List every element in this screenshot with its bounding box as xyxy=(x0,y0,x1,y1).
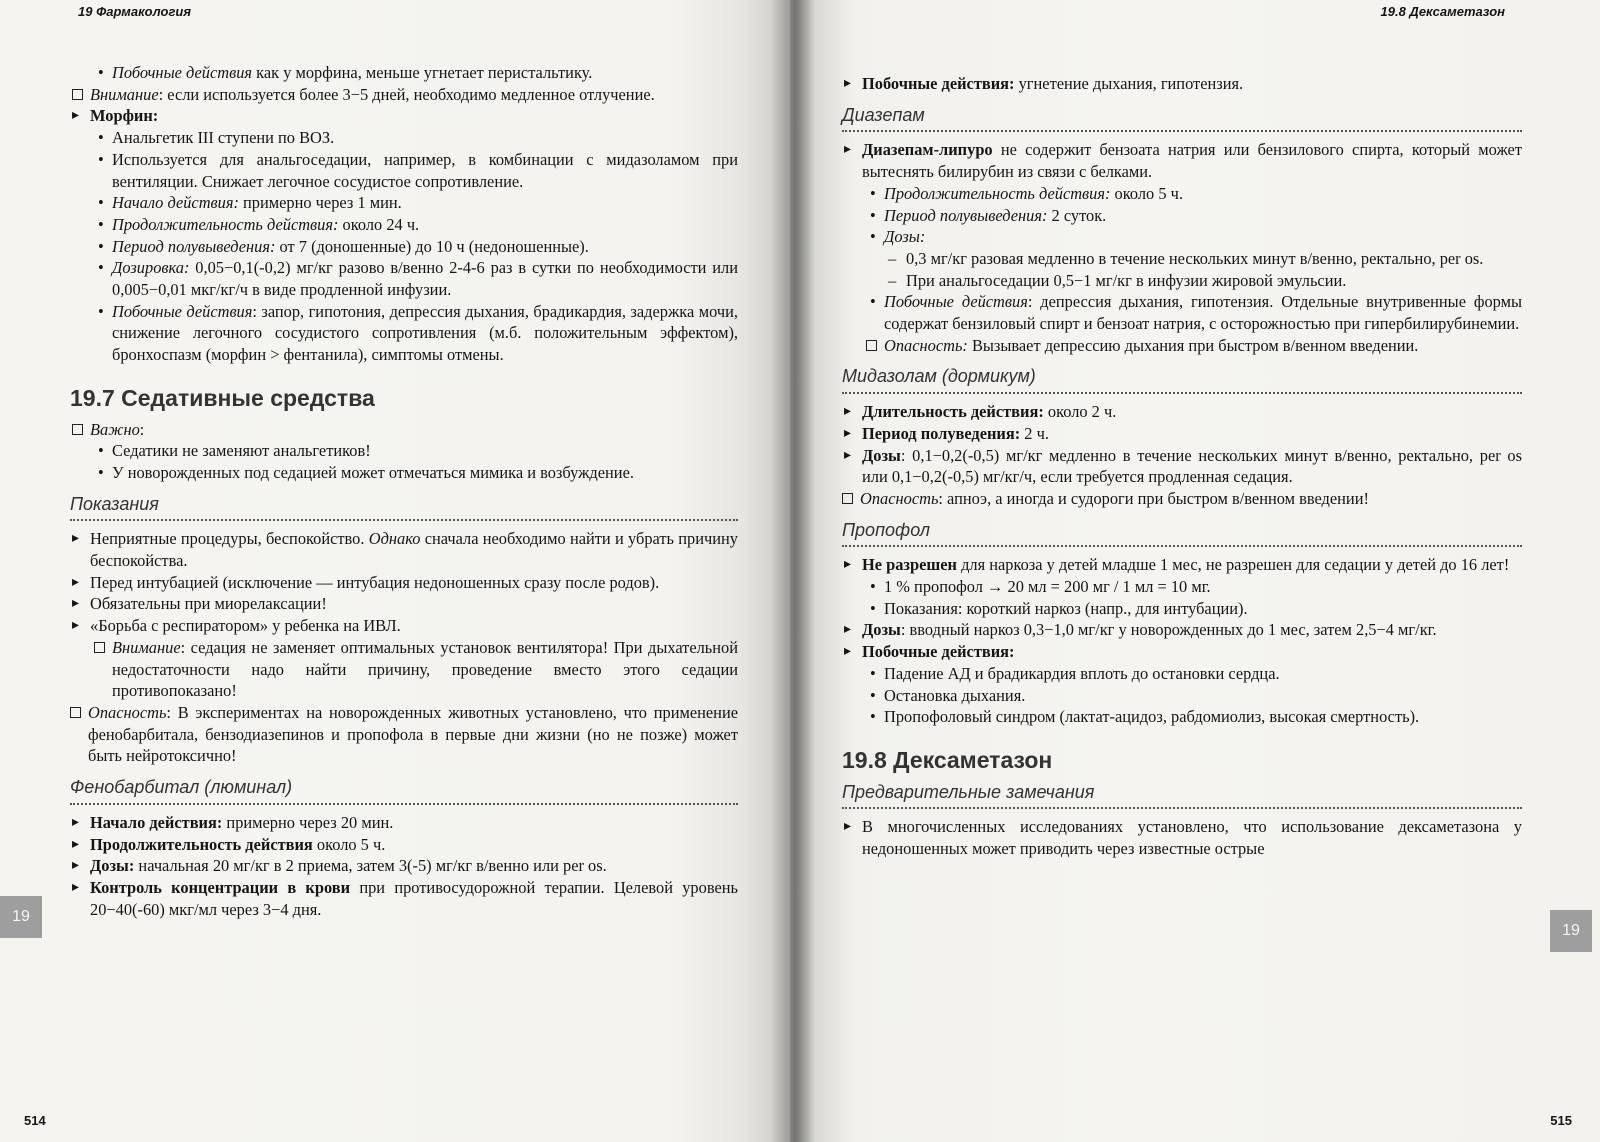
item-text: Обязательны при миорелаксации! xyxy=(90,594,327,614)
right-text-column xyxy=(842,73,1522,860)
list-item xyxy=(842,576,1522,598)
note-box-icon xyxy=(72,424,83,435)
italic-term: Опасность xyxy=(860,488,939,508)
list-item xyxy=(70,127,738,149)
item-text: около 2 ч. xyxy=(1043,402,1117,422)
bold-term: Дозы xyxy=(862,620,901,640)
running-head: 19.8 Дексаметазон xyxy=(1380,4,1505,19)
list-item xyxy=(70,462,738,484)
italic-term: Побочные действия xyxy=(112,301,253,321)
item-text: Вызывает депрессию дыхания при быстром в/венном введении. xyxy=(967,335,1419,355)
bold-term: Длительность действия: xyxy=(862,402,1044,422)
list-item xyxy=(842,270,1522,292)
item-text: около 5 ч. xyxy=(312,834,386,854)
important-block xyxy=(70,419,738,484)
list-item xyxy=(842,554,1522,576)
item-text: 1 % пропофол → 20 мл = 200 мг / 1 мл = 10 мг. xyxy=(884,577,1211,597)
bold-term: Начало действия: xyxy=(90,812,223,832)
item-text: 0,05−0,1(-0,2) мг/кг разово в/венно 2-4-6 раз в сутки по необходимости или 0,005−0,01 мкг/кг/ч в виде продленной инфузии. xyxy=(112,258,738,300)
item-text: около 5 ч. xyxy=(1110,183,1183,203)
italic-term: Продолжительность действия: xyxy=(112,214,339,234)
bold-term: Период полуведения: xyxy=(862,423,1021,443)
midazolam-list xyxy=(842,401,1522,510)
note-item xyxy=(842,488,1522,510)
chapter-tab: 19 xyxy=(0,896,42,938)
list-item xyxy=(842,641,1522,663)
note-item xyxy=(70,637,738,702)
item-text: Седатики не заменяют анальгетиков! xyxy=(112,441,371,461)
page-number: 514 xyxy=(24,1113,46,1128)
book-spine-shadow xyxy=(770,0,815,1142)
preliminary-list xyxy=(842,816,1522,859)
item-text: : депрессия дыхания, гипотензия. Отдельные внутривенные формы содержат бензиловый спирт и бензоат натрия, с осторожностью при гипербилирубинемии. xyxy=(884,292,1523,334)
item-text: сначала необходимо найти и убрать причину беспокойства. xyxy=(90,529,738,571)
bold-term: Морфин: xyxy=(90,106,159,126)
list-item xyxy=(70,440,738,462)
list-item xyxy=(70,149,738,192)
italic-term: Однако xyxy=(368,529,421,549)
list-item xyxy=(842,248,1522,270)
subheading-indications: Показания xyxy=(70,494,738,522)
list-item xyxy=(842,73,1522,95)
item-text: : 0,1−0,2(-0,5) мг/кг медленно в течение нескольких минут в/венно, ректально, per os или 0,1−0,2(-0,5) мг/кг/ч, если требуется продленная седация. xyxy=(862,445,1522,487)
bold-term: Побочные действия: xyxy=(862,74,1015,93)
list-item xyxy=(70,301,738,366)
item-text: : В экспериментах на новорожденных животных установлено, что применение фенобарбитала, бензодиазепинов и пропофола в первые дни жизни (но не позже) может быть нейротоксично! xyxy=(88,702,738,766)
side-effects-block xyxy=(842,73,1522,95)
note-item xyxy=(70,84,738,106)
list-item xyxy=(842,226,1522,248)
item-text: Используется для анальгоседации, например, в комбинации с мидазоламом при вентиляции. Снижает легочное сосудистое сопротивление. xyxy=(112,149,738,191)
diazepam-list xyxy=(842,139,1522,356)
list-item xyxy=(70,105,738,127)
item-text: : седация не заменяет оптимальных установок вентилятора! При дыхательной недостаточности надо найти причину, проведение вместо этого седации противопоказано! xyxy=(112,637,738,701)
item-text: для наркоза у детей младше 1 мес, не разрешен для седации у детей до 16 лет! xyxy=(956,555,1510,575)
item-text: У новорожденных под седацией может отмечаться мимика и возбуждение. xyxy=(112,462,634,482)
item-text: Показания: короткий наркоз (напр., для интубации). xyxy=(884,598,1248,618)
list-item xyxy=(842,445,1522,488)
bold-term: Дозы: xyxy=(90,856,135,876)
list-item xyxy=(70,812,738,834)
item-text: Остановка дыхания. xyxy=(884,685,1026,705)
item-text: : апноэ, а иногда и судороги при быстром в/венном введении! xyxy=(938,488,1369,508)
item-text: : вводный наркоз 0,3−1,0 мг/кг у новорожденных до 1 мес, затем 2,5−4 мг/кг. xyxy=(900,620,1437,640)
running-head: 19 Фармакология xyxy=(78,4,191,19)
list-item xyxy=(842,291,1522,334)
item-text: примерно через 20 мин. xyxy=(222,812,394,832)
bold-term: Не разрешен xyxy=(862,555,957,575)
item-text: как у морфина, меньше угнетает перистальтику. xyxy=(252,63,593,82)
item-text: примерно через 1 мин. xyxy=(238,193,402,213)
item-text: от 7 (доношенные) до 10 ч (недоношенные). xyxy=(275,236,589,256)
indications-list xyxy=(70,528,738,767)
italic-term: Начало действия: xyxy=(112,193,239,213)
item-text: при противосудорожной терапии. Целевой уровень 20−40(-60) мкг/мл через 3−4 дня. xyxy=(90,877,738,919)
item-text: около 24 ч. xyxy=(338,214,420,234)
section-title-sedatives: 19.7 Седативные средства xyxy=(70,384,375,411)
italic-term: Опасность xyxy=(88,702,167,722)
list-item xyxy=(842,816,1522,859)
item-text: При анальгоседации 0,5−1 мг/кг в инфузии жировой эмульсии. xyxy=(906,270,1347,290)
italic-term: Важно xyxy=(90,419,140,439)
note-item xyxy=(70,419,738,441)
item-text: угнетение дыхания, гипотензия. xyxy=(1014,74,1244,93)
note-box-icon xyxy=(94,642,105,653)
item-text: 2 ч. xyxy=(1020,423,1049,443)
phenobarbital-list xyxy=(70,812,738,921)
italic-term: Продолжительность действия: xyxy=(884,183,1111,203)
page-number: 515 xyxy=(1550,1113,1572,1128)
list-item xyxy=(70,855,738,877)
list-item xyxy=(842,205,1522,227)
list-item xyxy=(70,257,738,300)
list-item xyxy=(70,236,738,258)
subheading-propofol: Пропофол xyxy=(842,520,1522,548)
bold-term: Диазепам-липуро xyxy=(862,140,993,160)
item-text: «Борьба с респиратором» у ребенка на ИВЛ. xyxy=(90,616,401,636)
list-item xyxy=(70,877,738,920)
list-item xyxy=(70,615,738,637)
italic-term: Дозы: xyxy=(884,227,926,247)
list-item xyxy=(70,572,738,594)
item-text: Перед интубацией (исключение — интубация недоношенных сразу после родов). xyxy=(90,572,660,592)
item-text: Анальгетик III ступени по ВОЗ. xyxy=(112,128,335,148)
subheading-preliminary: Предварительные замечания xyxy=(842,782,1522,810)
note-box-icon xyxy=(72,89,83,100)
subheading-diazepam: Диазепам xyxy=(842,105,1522,133)
italic-term: Внимание xyxy=(90,84,159,104)
list-item xyxy=(842,139,1522,182)
morphine-block xyxy=(70,62,738,366)
bold-term: Дозы xyxy=(862,445,901,465)
bold-term: Продолжительность действия xyxy=(90,834,313,854)
left-text-column xyxy=(70,62,738,920)
note-box-icon xyxy=(842,493,853,504)
list-item xyxy=(70,528,738,571)
item-text: : запор, гипотония, депрессия дыхания, брадикардия, задержка мочи, снижение легочного сосудистого сопротивления (м.б. положительным эффектом), бронхоспазм (морфин > фентанила), симптомы отмены. xyxy=(112,301,738,365)
note-box-icon xyxy=(866,340,877,351)
italic-term: Побочные действия xyxy=(112,63,253,82)
subheading-phenobarbital: Фенобарбитал (люминал) xyxy=(70,777,738,805)
item-text: : xyxy=(139,419,145,439)
italic-term: Опасность: xyxy=(884,335,968,355)
item-text: не содержит бензоата натрия или бензилового спирта, который может вытеснять билирубин из связи с белками. xyxy=(862,140,1522,182)
italic-term: Внимание xyxy=(112,637,181,657)
list-item xyxy=(70,214,738,236)
list-item xyxy=(842,685,1522,707)
list-item xyxy=(842,663,1522,685)
list-item xyxy=(70,593,738,615)
italic-term: Период полувыведения: xyxy=(112,236,276,256)
item-text: 0,3 мг/кг разовая медленно в течение нескольких минут в/венно, ректально, per os. xyxy=(906,248,1484,268)
item-text: Неприятные процедуры, беспокойство. xyxy=(90,529,369,549)
bold-term: Контроль концентрации в крови xyxy=(90,877,351,897)
left-page xyxy=(0,0,790,1142)
item-text: Падение АД и брадикардия вплоть до остановки сердца. xyxy=(884,663,1280,683)
list-item xyxy=(70,62,738,84)
section-title-dexamethasone: 19.8 Дексаметазон xyxy=(842,746,1053,773)
item-text: Пропофоловый синдром (лактат-ацидоз, рабдомиолиз, высокая смертность). xyxy=(884,707,1420,727)
note-item xyxy=(842,335,1522,357)
note-box-icon xyxy=(70,707,81,718)
right-page xyxy=(790,0,1600,1142)
note-item xyxy=(70,702,738,767)
item-text: : если используется более 3−5 дней, необходимо медленное отлучение. xyxy=(158,84,655,104)
propofol-list xyxy=(842,554,1522,728)
italic-term: Побочные действия xyxy=(884,292,1028,312)
list-item xyxy=(842,598,1522,620)
italic-term: Дозировка: xyxy=(112,258,190,278)
italic-term: Период полувыведения: xyxy=(884,205,1048,225)
list-item xyxy=(842,401,1522,423)
chapter-tab: 19 xyxy=(1550,910,1592,952)
list-item xyxy=(842,423,1522,445)
list-item xyxy=(842,183,1522,205)
item-text: 2 суток. xyxy=(1047,205,1107,225)
list-item xyxy=(70,834,738,856)
list-item xyxy=(70,192,738,214)
list-item xyxy=(842,619,1522,641)
subheading-midazolam: Мидазолам (дормикум) xyxy=(842,366,1522,394)
bold-term: Побочные действия: xyxy=(862,642,1015,662)
item-text: В многочисленных исследованиях установлено, что использование дексаметазона у недоношенных может приводить через известные острые xyxy=(862,817,1522,859)
item-text: начальная 20 мг/кг в 2 приема, затем 3(-5) мг/кг в/венно или per os. xyxy=(134,856,607,876)
list-item xyxy=(842,706,1522,728)
